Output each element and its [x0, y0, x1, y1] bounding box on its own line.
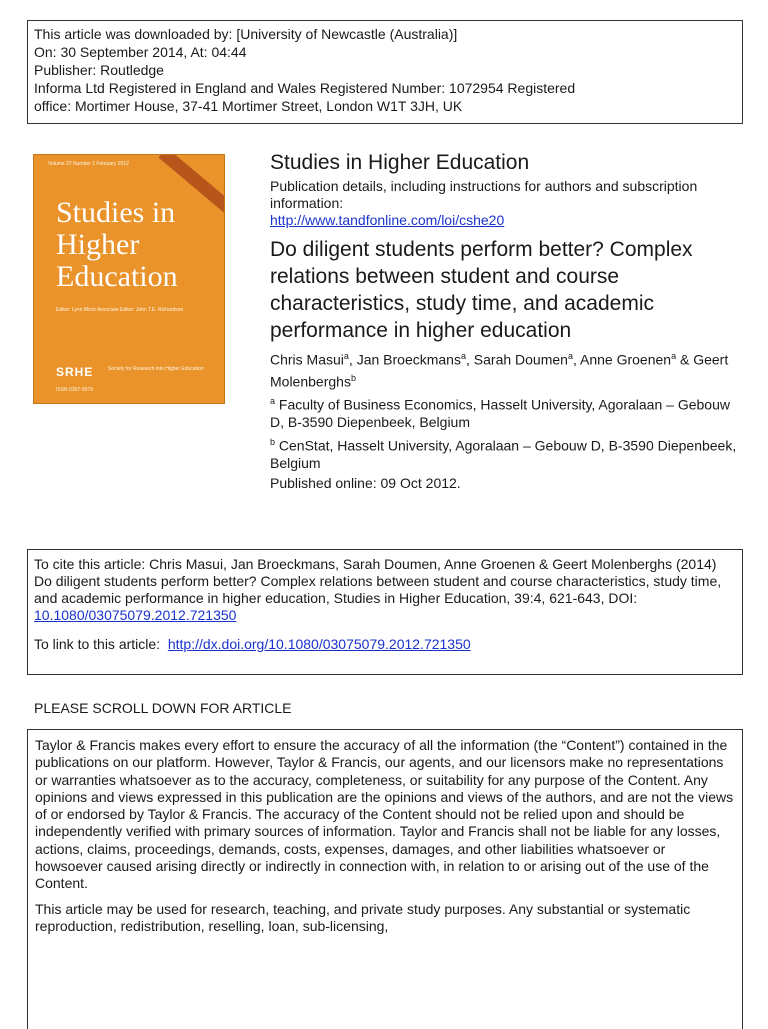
author-affiliation-mark: b: [350, 372, 356, 383]
affiliation-b-text: CenStat, Hasselt University, Agoralaan – Gebouw D, B-3590 Diepenbeek, Belgium: [270, 437, 737, 471]
disclaimer-box: [27, 729, 743, 1029]
author-list: [270, 347, 740, 390]
author-separator: ,: [348, 351, 357, 368]
cover-editors: Editor: Lynn Mock Associate Editor: John T.E. Richardson: [56, 307, 184, 313]
author-affiliation-mark: a: [671, 351, 677, 361]
author-affiliation-mark: a: [343, 351, 349, 361]
usage-paragraph: This article may be used for research, teaching, and private study purposes. Any substantial or systematic reproduction, redistribution, reselling, loan, sub-licensing,: [35, 900, 691, 934]
publication-details-text: Publication details, including instructions for authors and subscription information:: [270, 178, 698, 211]
journal-title: Studies in Higher Education: [270, 151, 530, 174]
cover-issn: ISSN 0307-5079: [56, 387, 93, 393]
citation-box: [27, 549, 743, 675]
affiliation-mark: b: [270, 436, 276, 447]
affiliation-a: [270, 393, 740, 431]
download-line: This article was downloaded by: [University of Newcastle (Australia)]: [34, 26, 458, 42]
article-link-line: [34, 636, 736, 653]
affiliation-a-text: Faculty of Business Economics, Hasselt University, Agoralaan – Gebouw D, B-3590 Diepenbeek, Belgium: [270, 396, 730, 430]
article-url-link[interactable]: http://dx.doi.org/10.1080/03075079.2012.721350: [167, 636, 471, 652]
cover-volume-info: Volume 37 Number 1 February 2012: [48, 161, 129, 167]
article-title: Do diligent students perform better? Complex relations between student and course characteristics, study time, and academic performance in higher education: [270, 238, 693, 342]
citation-text: [34, 556, 736, 624]
scroll-down-notice: PLEASE SCROLL DOWN FOR ARTICLE: [34, 700, 292, 716]
author-name: Anne Groenen: [579, 351, 672, 368]
published-online-date: Published online: 09 Oct 2012.: [270, 474, 461, 491]
article-link-label: To link to this article:: [34, 636, 161, 652]
citation-body: To cite this article: Chris Masui, Jan Broeckmans, Sarah Doumen, Anne Groenen & Geert Molenberghs (2014) Do diligent students perform better? Complex relations between student and course characteristics, study time, and academic performance in higher education, Studies in Higher Education, 39:4, 621-643, DOI:: [34, 556, 722, 606]
article-metadata: [270, 150, 740, 492]
author-separator: ,: [572, 351, 580, 368]
publisher-line: Publisher: Routledge: [34, 62, 164, 78]
registration-line: Informa Ltd Registered in England and Wales Registered Number: 1072954 Registered: [34, 80, 576, 96]
doi-link[interactable]: 10.1080/03075079.2012.721350: [34, 607, 237, 623]
author-affiliation-mark: a: [460, 351, 466, 361]
author-name: Sarah Doumen: [473, 351, 568, 368]
download-date: On: 30 September 2014, At: 04:44: [34, 44, 247, 60]
author-name: Geert Molenberghs: [270, 351, 729, 390]
author-name: Jan Broeckmans: [356, 351, 461, 368]
affiliation-mark: a: [270, 396, 276, 407]
author-separator: ,: [466, 351, 474, 368]
publication-details: [270, 178, 740, 229]
affiliation-b: [270, 434, 740, 472]
author-separator: &: [676, 351, 694, 368]
download-notice-box: [27, 20, 743, 124]
author-affiliation-mark: a: [567, 351, 573, 361]
cover-society-tagline: Society for Research into Higher Education: [108, 366, 204, 372]
disclaimer-paragraph: Taylor & Francis makes every effort to ensure the accuracy of all the information (the “Content”) contained in the publications on our platform. However, Taylor & Francis, our agents, and our licensors make no representations or warranties whatsoever as to the accuracy, completeness, or suitability for any purpose of the Content. Any opinions and views expressed in this publication are the opinions and views of the authors, and are not the views of or endorsed by Taylor & Francis. The accuracy of the Content should not be relied upon and should be independently verified with primary sources of information. Taylor and Francis shall not be liable for any losses, actions, claims, proceedings, demands, costs, expenses, damages, and other liabilities whatsoever or howsoever caused arising directly or indirectly in connection with, in relation to or arising out of the use of the Content.: [35, 737, 734, 892]
journal-url-link[interactable]: http://www.tandfonline.com/loi/cshe20: [270, 212, 505, 228]
office-line: office: Mortimer House, 37-41 Mortimer Street, London W1T 3JH, UK: [34, 98, 463, 114]
author-name: Chris Masui: [270, 351, 344, 368]
cover-title: Studies in Higher Education: [56, 196, 178, 293]
journal-cover-image: [33, 154, 225, 404]
cover-society-logo: SRHE: [56, 365, 94, 379]
